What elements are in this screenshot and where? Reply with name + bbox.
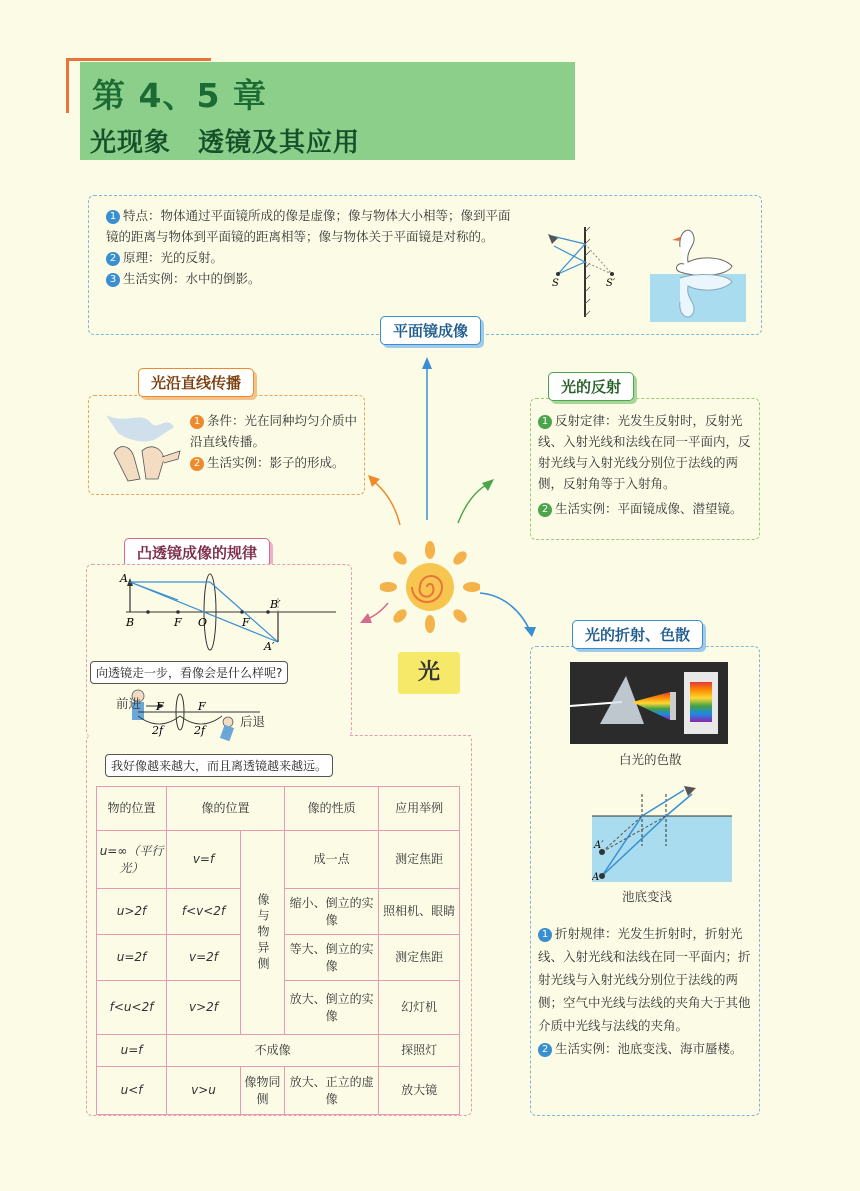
reflection-item-1: 1 反射定律：光发生反射时，反射光线、入射光线和法线在同一平面内，反射光线与入射光线分别位于法线的两侧，反射角等于入射角。 [538,413,751,491]
refraction-item-2: 2 生活实例：池底变浅、海市蜃楼。 [538,1037,756,1060]
num-badge: 3 [106,273,120,287]
table-cell: 成一点 [285,831,379,889]
label-s: S [552,278,559,289]
table-cell: v>2f [167,981,241,1035]
table-cell: 不成像 [167,1035,379,1067]
mirror-item-2: 2 原理：光的反射。 [106,247,518,268]
speech-bubble-2: 我好像越来越大，而且离透镜越来越远。 [105,754,333,777]
mirror-item-3: 3 生活实例：水中的倒影。 [106,268,518,289]
caption-pool: 池底变浅 [622,889,673,904]
num-badge: 1 [538,415,552,429]
table-cell: 放大、倒立的实像 [285,981,379,1035]
num-badge: 1 [190,415,204,429]
table-header: 应用举例 [379,787,460,831]
label-A: A [592,872,600,882]
table-cell: u>2f [97,889,167,935]
swan-image [650,222,746,322]
table-cell: 测定焦距 [379,831,460,889]
walk-label-F1: F [156,700,164,713]
header-accent-line [66,58,211,61]
table-cell: 测定焦距 [379,935,460,981]
num-badge: 2 [538,503,552,517]
label-Ap: A′ [264,640,275,652]
table-cell: f<v<2f [167,889,241,935]
back-label: 后退 [240,714,266,729]
pool-refraction-diagram [592,786,732,882]
table-cell: u<f [97,1067,167,1115]
caption-dispersion: 白光的色散 [619,752,682,767]
label-F2: F [242,616,250,629]
mirror-text [106,205,518,289]
table-cell: u=∞（平行光） [97,831,167,889]
forward-label: 前进 [116,696,142,711]
walk-label-F2: F [198,700,206,713]
straight-text [190,410,362,473]
table-header: 物的位置 [97,787,167,831]
sun-icon [380,540,480,634]
table-cell: 幻灯机 [379,981,460,1035]
num-badge: 2 [190,457,204,471]
num-badge: 2 [106,252,120,266]
table-header-row [97,787,460,831]
table-cell: 照相机、眼睛 [379,889,460,935]
num-badge: 1 [106,210,120,224]
table-cell: u=2f [97,935,167,981]
label-O: O [198,616,208,629]
mirror-tag: 平面镜成像 [380,316,481,345]
reflection-text [538,410,756,519]
table-header: 像的性质 [285,787,379,831]
chapter-title: 第 4、5 章 [92,76,267,115]
reflection-item-2: 2 生活实例：平面镜成像、潜望镜。 [538,498,756,519]
center-light-label: 光 [398,652,460,694]
num-badge: 1 [538,928,552,942]
table-cell: 缩小、倒立的实像 [285,889,379,935]
reflection-tag: 光的反射 [548,372,634,401]
refraction-text [538,922,756,1060]
table-cell: v>u [167,1067,241,1115]
walk-label-2f-b: 2f [194,724,206,737]
straight-item-1: 1 条件：光在同种均匀介质中沿直线传播。 [190,413,358,449]
table-cell: 放大镜 [379,1067,460,1115]
table-cell: v=f [167,831,241,889]
table-cell: 等大、倒立的实像 [285,935,379,981]
label-Bp: B′ [270,598,281,611]
label-Ap: A′ [594,840,604,851]
table-cell: f<u<2f [97,981,167,1035]
label-B: B [126,616,135,629]
label-A: A [120,572,128,585]
table-row [97,1035,460,1067]
prism-dispersion-image [570,662,728,744]
walk-label-2f-a: 2f [152,724,164,737]
shadow-hands-image [96,405,188,485]
table-header: 像的位置 [167,787,285,831]
straight-tag: 光沿直线传播 [138,368,254,397]
table-cell: u=f [97,1035,167,1067]
mirror-item-1: 1 特点：物体通过平面镜所成的像是虚像；像与物体大小相等；像到平面镜的距离与物体到平面镜的距离相等；像与物体关于平面镜是对称的。 [106,208,511,244]
table-cell: 探照灯 [379,1035,460,1067]
table-cell: v=2f [167,935,241,981]
chapter-subtitle: 光现象 透镜及其应用 [90,128,361,158]
mirror-diagram [540,222,640,322]
table-cell: 像物同侧 [240,1067,284,1115]
convex-tag: 凸透镜成像的规律 [124,538,270,567]
speech-bubble-1: 向透镜走一步，看像会是什么样呢? [90,661,288,684]
label-F1: F [174,616,182,629]
num-badge: 2 [538,1043,552,1057]
label-s-image: S′ [606,278,616,289]
convex-box-divider [350,735,471,738]
lens-rules-table [96,786,460,1115]
refraction-item-1: 1 折射规律：光发生折射时，折射光线、入射光线和法线在同一平面内；折射光线与入射光线分别位于法线的两侧；空气中光线与法线的夹角大于其他介质中光线与法线的夹角。 [538,926,751,1033]
refraction-tag: 光的折射、色散 [572,620,703,649]
lens-diagram [118,570,340,652]
table-row [97,831,460,889]
straight-item-2: 2 生活实例：影子的形成。 [190,452,362,473]
table-row [97,1067,460,1115]
table-side-label: 像与物异侧 [240,831,284,1035]
header-accent-line-vertical [66,58,69,113]
table-cell: 放大、正立的虚像 [285,1067,379,1115]
